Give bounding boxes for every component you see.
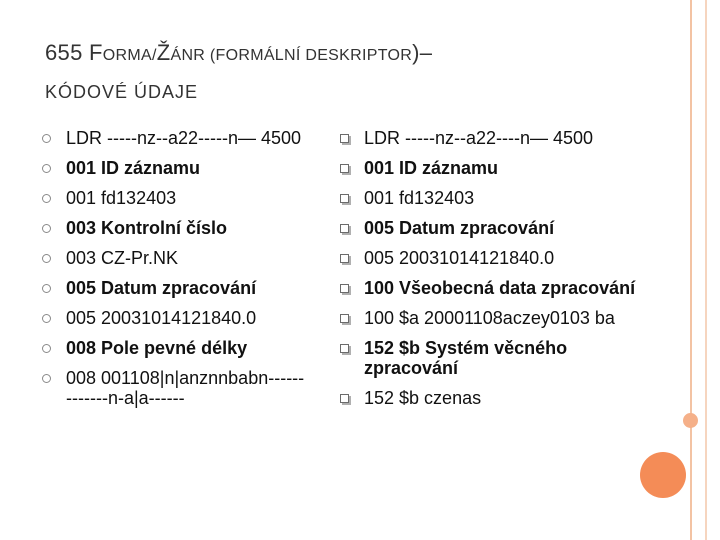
title-part: )– bbox=[412, 40, 433, 65]
list-item bbox=[338, 128, 638, 148]
list-item bbox=[40, 188, 310, 208]
list-item-text: 001 ID záznamu bbox=[66, 158, 201, 178]
list-item-text: 005 Datum zpracování bbox=[66, 278, 257, 298]
list-item-text: 003 CZ-Pr.NK bbox=[66, 248, 179, 268]
list-item bbox=[338, 218, 638, 238]
list-item bbox=[40, 128, 310, 148]
list-item bbox=[40, 308, 310, 328]
title-part: ORMA/ bbox=[102, 47, 157, 64]
list-item-text: 100 Všeobecná data zpracování bbox=[364, 278, 636, 298]
slide-title bbox=[45, 40, 665, 66]
list-item bbox=[338, 308, 638, 328]
list-item bbox=[338, 248, 638, 268]
list-item-text: 152 $b czenas bbox=[364, 388, 482, 408]
list-item bbox=[40, 158, 310, 178]
right-column bbox=[338, 128, 638, 418]
bullet-square-icon bbox=[340, 164, 349, 173]
bullet-circle-icon bbox=[42, 254, 51, 263]
list-item bbox=[338, 338, 638, 378]
title-prefix: 655 F bbox=[45, 40, 103, 65]
decor-dot-large bbox=[640, 452, 686, 498]
title-part: ÁNR (F bbox=[170, 47, 226, 64]
list-item-text: 100 $a 20001108aczey0103 ba bbox=[364, 308, 615, 328]
bullet-circle-icon bbox=[42, 134, 51, 143]
bullet-square-icon bbox=[340, 224, 349, 233]
bullet-circle-icon bbox=[42, 194, 51, 203]
list-item bbox=[40, 218, 310, 238]
bullet-square-icon bbox=[340, 394, 349, 403]
list-item-text: 005 Datum zpracování bbox=[364, 218, 555, 238]
list-item-text: 001 ID záznamu bbox=[364, 158, 499, 178]
bullet-circle-icon bbox=[42, 224, 51, 233]
bullet-circle-icon bbox=[42, 344, 51, 353]
list-item bbox=[40, 278, 310, 298]
title-part: ORMÁLNÍ DESKRIPTOR bbox=[225, 47, 413, 64]
left-column bbox=[40, 128, 310, 418]
bullet-circle-icon bbox=[42, 164, 51, 173]
decor-dot-small bbox=[683, 413, 698, 428]
slide-subtitle: KÓDOVÉ ÚDAJE bbox=[45, 82, 199, 102]
bullet-square-icon bbox=[340, 134, 349, 143]
list-item-text: 005 20031014121840.0 bbox=[364, 248, 555, 268]
bullet-square-icon bbox=[340, 284, 349, 293]
list-item-text: 001 fd132403 bbox=[364, 188, 475, 208]
bullet-square-icon bbox=[340, 254, 349, 263]
list-item-text: 003 Kontrolní číslo bbox=[66, 218, 228, 238]
list-item bbox=[40, 248, 310, 268]
list-item-text: 001 fd132403 bbox=[66, 188, 177, 208]
decor-line bbox=[690, 0, 692, 540]
list-item-text: 152 $b Systém věcného zpracování bbox=[364, 338, 568, 378]
list-item bbox=[40, 368, 310, 408]
bullet-square-icon bbox=[340, 344, 349, 353]
bullet-circle-icon bbox=[42, 284, 51, 293]
list-item bbox=[338, 388, 638, 408]
list-item-text: 005 20031014121840.0 bbox=[66, 308, 257, 328]
list-item bbox=[338, 278, 638, 298]
list-item-text: LDR -----nz--a22-----n— 4500 bbox=[66, 128, 302, 148]
title-part: Ž bbox=[156, 40, 171, 65]
list-item-text: LDR -----nz--a22----n— 4500 bbox=[364, 128, 594, 148]
list-item-text: 008 001108|n|anznnbabn-------------n-a|a------ bbox=[66, 368, 305, 408]
list-item bbox=[40, 338, 310, 358]
bullet-square-icon bbox=[340, 194, 349, 203]
list-item bbox=[338, 158, 638, 178]
bullet-circle-icon bbox=[42, 374, 51, 383]
list-item-text: 008 Pole pevné délky bbox=[66, 338, 248, 358]
list-item bbox=[338, 188, 638, 208]
bullet-circle-icon bbox=[42, 314, 51, 323]
decor-line bbox=[705, 0, 707, 540]
bullet-square-icon bbox=[340, 314, 349, 323]
